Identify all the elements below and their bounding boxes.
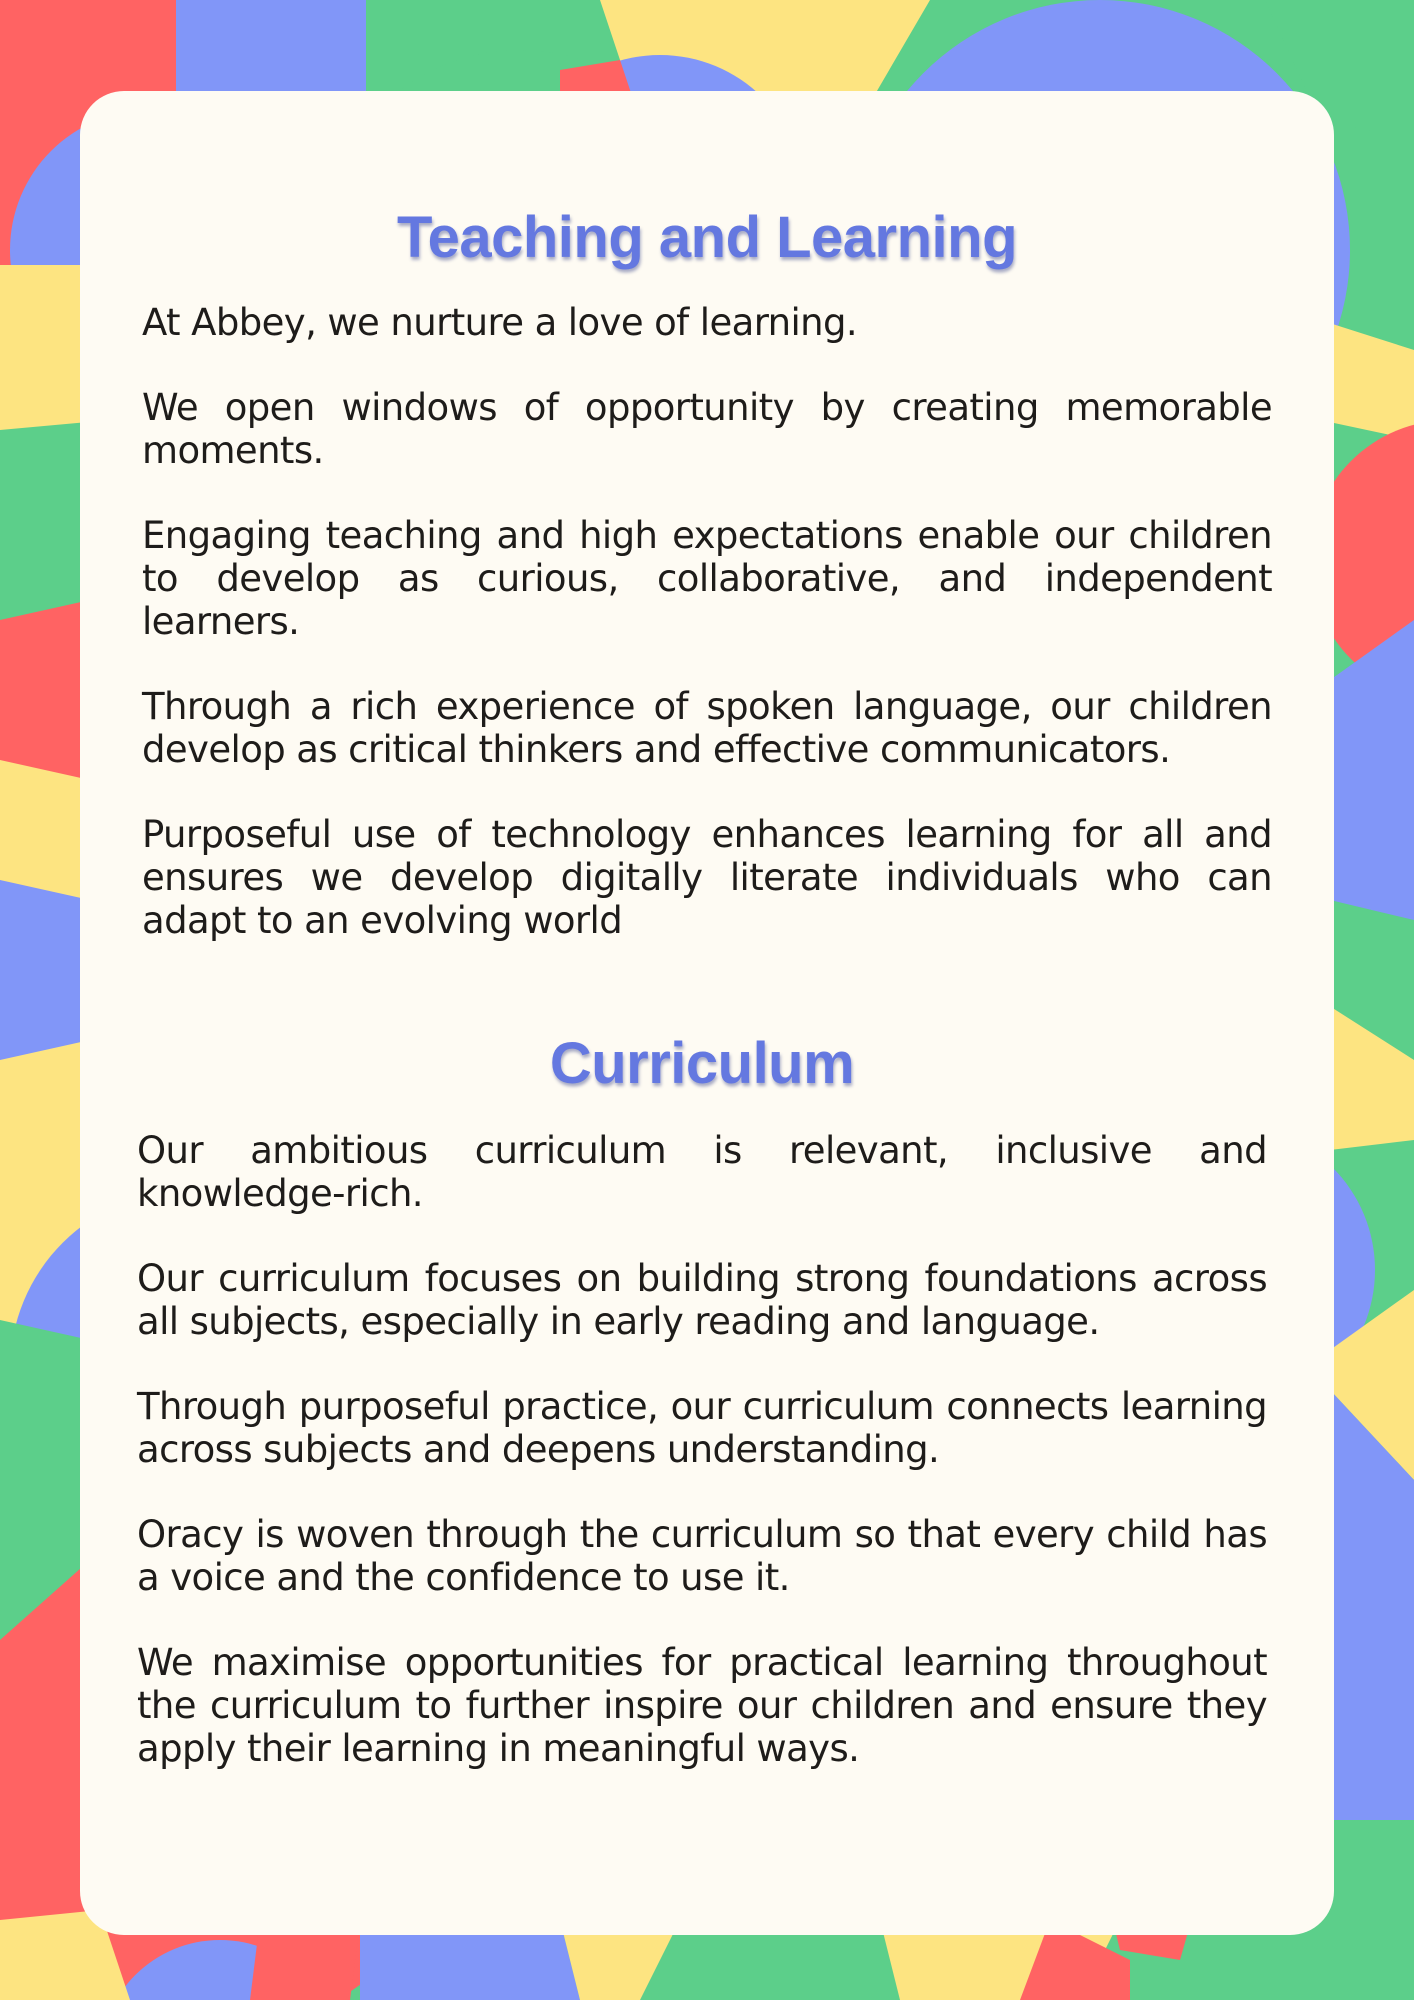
teaching-paragraph-2: We open windows of opportunity by creating memorable moments.	[142, 385, 1272, 472]
curriculum-section	[137, 1029, 1267, 1812]
teaching-paragraph-1: At Abbey, we nurture a love of learning.	[142, 300, 858, 344]
curriculum-paragraph-5: We maximise opportunities for practical learning throughout the curriculum to further inspire our children and ensure they apply their learning in meaningful ways.	[137, 1640, 1267, 1770]
curriculum-paragraph-4: Oracy is woven through the curriculum so that every child has a voice and the confidence to use it.	[137, 1512, 1267, 1599]
teaching-paragraph-5: Purposeful use of technology enhances learning for all and ensures we develop digitally literate individuals who can adapt to an evolving world	[142, 812, 1272, 942]
curriculum-paragraph-2: Our curriculum focuses on building strong foundations across all subjects, especially in early reading and language.	[137, 1256, 1267, 1343]
content-card	[80, 91, 1334, 1935]
teaching-heading: Teaching and Learning	[396, 205, 1018, 270]
curriculum-paragraph-3: Through purposeful practice, our curriculum connects learning across subjects and deepens understanding.	[137, 1384, 1267, 1471]
teaching-paragraph-3: Engaging teaching and high expectations enable our children to develop as curious, collaborative, and independent learners.	[142, 513, 1272, 643]
curriculum-heading: Curriculum	[549, 1031, 855, 1096]
teaching-section	[142, 203, 1272, 984]
teaching-paragraph-4: Through a rich experience of spoken language, our children develop as critical thinkers and effective communicators.	[142, 684, 1272, 771]
curriculum-paragraph-1: Our ambitious curriculum is relevant, inclusive and knowledge-rich.	[137, 1128, 1267, 1215]
